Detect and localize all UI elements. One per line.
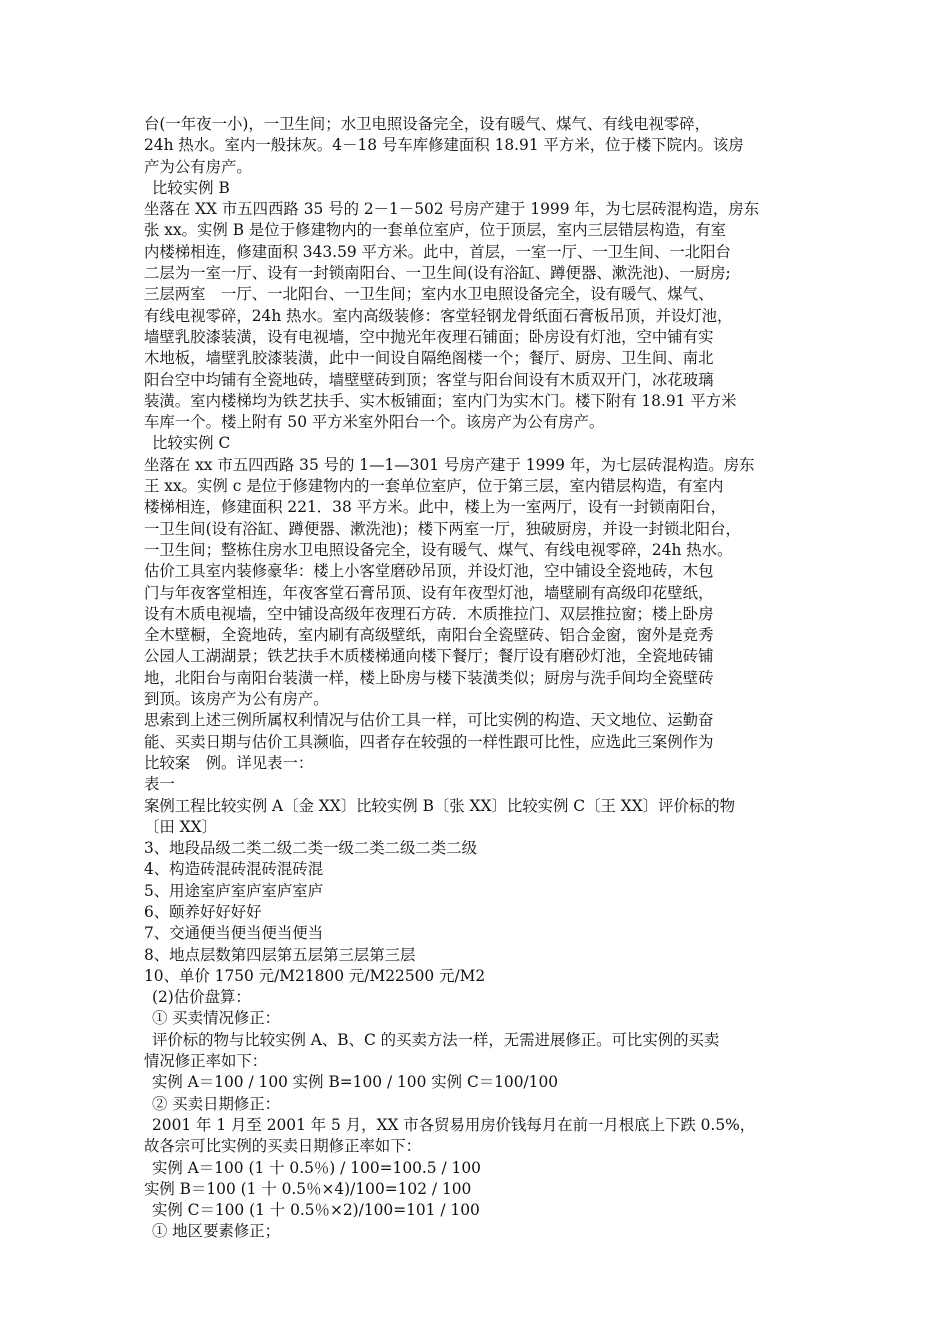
text-line: 比较案 例。详见表一： [144,753,314,772]
text-line: 7、交通便当便当便当便当 [144,924,324,943]
text-line: 二层为一室一厅、设有一封锁南阳台、一卫生间(设有浴缸、蹲便器、漱洗池)、一厨房; [144,264,731,283]
text-line: 2001 年 1 月至 2001 年 5 月，XX 市各贸易用房价钱每月在前一月根底上下跌 0.5%， [152,1115,756,1134]
text-line: 地，北阳台与南阳台装潢一样，楼上卧房与楼下装潢类似；厨房与洗手间均全瓷壁砖 [144,668,714,687]
text-line: ② 买卖日期修正： [152,1094,281,1113]
text-line: 到顶。该房产为公有房产。 [144,690,329,709]
text-line: 王 xx。实例 c 是位于修建物内的一套单位室庐，位于第三层，室内错层构造，有室内 [144,477,724,496]
text-line: 评价标的物与比较实例 A、B、C 的买卖方法一样，无需进展修正。可比实例的买卖 [152,1030,720,1049]
text-line: 故各宗可比实例的买卖日期修正率如下： [144,1137,422,1156]
text-line: 台(一年夜一小)，一卫生间；水卫电照设备完全，设有暖气、煤气、有线电视零碎， [144,115,711,133]
text-line: 三层两室 一厅、一北阳台、一卫生间；室内水卫电照设备完全，设有暖气、煤气、 [144,285,714,304]
text-line: 〔田 XX〕 [144,817,217,836]
text-line: 10、单价 1750 元/M21800 元/M22500 元/M2 [144,966,486,985]
text-line: 楼梯相连，修建面积 221．38 平方米。此中，楼上为一室两厅，设有一封锁南阳台， [144,498,727,517]
text-line: 墙壁乳胶漆装潢，设有电视墙，空中抛光年夜理石铺面；卧房设有灯池，空中铺有实 [144,327,714,346]
text-line: 木地板，墙壁乳胶漆装潢，此中一间设自隔绝阁楼一个；餐厅、厨房、卫生间、南北 [144,349,714,368]
text-line: 4、构造砖混砖混砖混砖混 [144,860,324,879]
text-line: 5、用途室庐室庐室庐室庐 [144,881,324,900]
text-line: 内楼梯相连，修建面积 343.59 平方米。此中，首层，一室一厅、一卫生间、一北阳台 [144,242,731,261]
text-line: 表一 [144,775,175,794]
text-line: 估价工具室内装修豪华：楼上小客堂磨砂吊顶，并设灯池，空中铺设全瓷地砖，木包 [144,562,714,581]
text-line: 6、颐养好好好好 [144,902,262,921]
text-line: 实例 B＝100 (1 十 0.5％×4)/100=102 / 100 [144,1179,472,1198]
text-line: 24h 热水。室内一般抹灰。4－18 号车库修建面积 18.91 平方米，位于楼下院内。该房 [144,136,744,155]
text-line: (2)估价盘算： [152,988,251,1007]
text-line: 有线电视零碎，24h 热水。室内高级装修：客堂轻钢龙骨纸面石膏板吊顶，并设灯池， [144,306,733,325]
text-line: 全木壁橱，全瓷地砖，室内刷有高级壁纸，南阳台全瓷壁砖、铝合金窗，窗外是竞秀 [144,626,714,645]
text-line: 阳台空中均铺有全瓷地砖，墙壁壁砖到顶；客堂与阳台间设有木质双开门，冰花玻璃 [144,370,714,389]
text-line: 张 xx。实例 B 是位于修建物内的一套单位室庐，位于顶层，室内三层错层构造，有室 [144,221,727,240]
text-line: 3、地段品级二类二级二类一级二类二级二类二级 [144,839,477,858]
text-line: 装潢。室内楼梯均为铁艺扶手、实木板铺面；室内门为实木门。楼下附有 18.91 平方米 [144,391,737,410]
text-line: 比较实例 C [152,434,231,453]
text-line: 实例 C＝100 (1 十 0.5％×2)/100=101 / 100 [152,1201,480,1220]
text-line: 实例 A＝100 (1 十 0.5％) / 100=100.5 / 100 [152,1158,481,1177]
text-line: 公园人工湖湖景；铁艺扶手木质楼梯通向楼下餐厅；餐厅设有磨砂灯池，全瓷地砖铺 [144,647,714,666]
text-line: 比较实例 B [152,178,230,197]
text-line: 实例 A＝100 / 100 实例 B=100 / 100 实例 C＝100/100 [152,1073,559,1092]
text-line: 坐落在 xx 市五四西路 35 号的 1—1—301 号房产建于 1999 年，为七层砖混构造。房东 [144,455,755,474]
text-line: 门与年夜客堂相连，年夜客堂石膏吊顶、设有年夜型灯池，墙壁刷有高级印花壁纸， [144,583,714,602]
text-line: 案例工程比较实例 A〔金 XX〕比较实例 B〔张 XX〕比较实例 C〔王 XX〕评价标的物 [144,796,736,815]
document-page [144,114,810,1243]
text-line: 车库一个。楼上附有 50 平方米室外阳台一个。该房产为公有房产。 [144,413,605,432]
text-line: 情况修正率如下： [144,1052,268,1071]
text-line: ① 地区要素修正； [152,1222,281,1241]
text-line: 设有木质电视墙，空中铺设高级年夜理石方砖．木质推拉门、双层推拉窗；楼上卧房 [144,604,714,623]
text-line: 产为公有房产。 [144,157,252,176]
text-line: 8、地点层数第四层第五层第三层第三层 [144,945,416,964]
text-line: 思索到上述三例所属权利情况与估价工具一样，可比实例的构造、天文地位、运勤奋 [144,711,714,730]
text-line: 能、买卖日期与估价工具濒临，四者存在较强的一样性跟可比性，应选此三案例作为 [144,732,714,751]
text-line: ① 买卖情况修正： [152,1009,281,1028]
text-line: 坐落在 XX 市五四西路 35 号的 2－1－502 号房产建于 1999 年，为七层砖混构造，房东 [144,200,760,219]
text-line: 一卫生间；整栋住房水卫电照设备完全，设有暖气、煤气、有线电视零碎，24h 热水。 [144,540,733,559]
text-line: 一卫生间(设有浴缸、蹲便器、漱洗池)；楼下两室一厅，独破厨房，并设一封锁北阳台， [144,519,741,538]
